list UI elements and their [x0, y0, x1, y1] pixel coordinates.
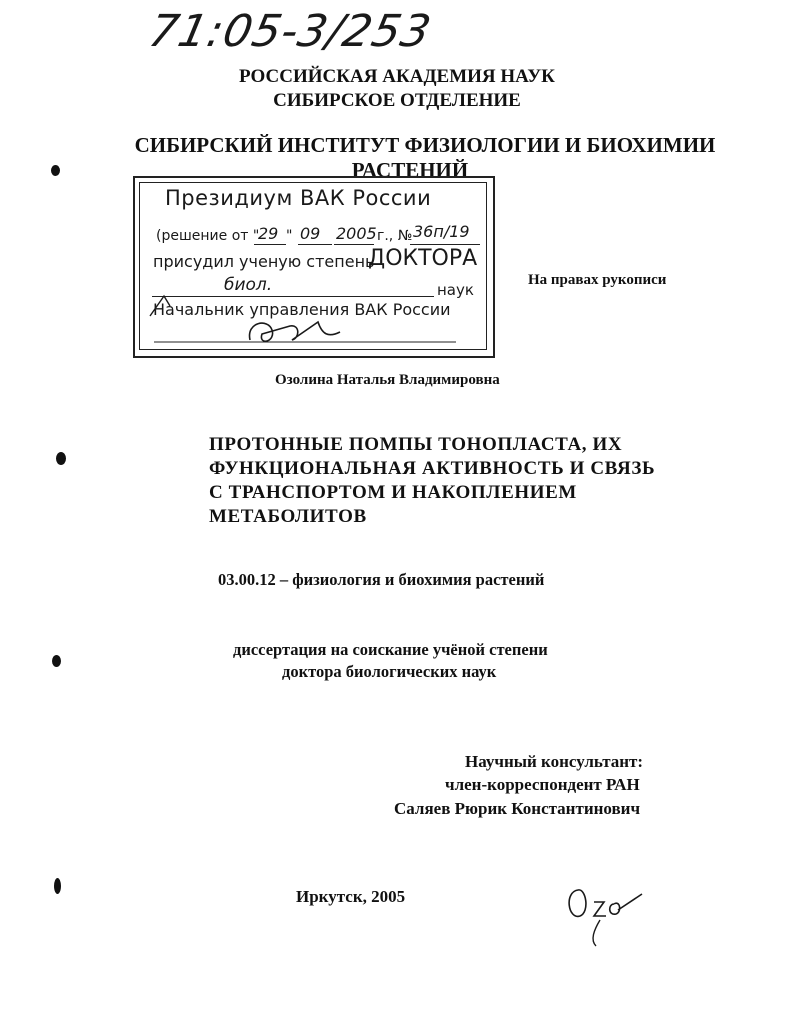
stamp-decision-month: 09 — [300, 224, 321, 243]
stamp-decision-year: 2005 — [336, 224, 377, 243]
stamp-day-underline — [254, 244, 286, 245]
author-initials-signature — [560, 880, 650, 950]
stamp-degree: ДОКТОРА — [368, 246, 478, 271]
stamp-number-underline — [410, 244, 480, 245]
dissertation-degree-line2: доктора биологических наук — [282, 662, 497, 681]
stamp-decision-prefix: (решение от " — [156, 228, 260, 244]
archive-code-handwritten: 71:05-3/253 — [144, 6, 436, 57]
binder-punch-hole — [51, 165, 60, 176]
division-name: СИБИРСКОЕ ОТДЕЛЕНИЕ — [273, 90, 521, 111]
stamp-signature — [150, 312, 470, 352]
stamp-decision-day: 29 — [258, 224, 279, 243]
signature-scribble — [250, 322, 340, 341]
stamp-field-underline — [152, 296, 434, 297]
dissertation-degree-line1: диссертация на соискание учёной степени — [233, 640, 548, 659]
dissertation-title-line: МЕТАБОЛИТОВ — [209, 506, 367, 527]
stamp-mark-scribble — [146, 290, 176, 320]
stamp-decision-line — [156, 228, 259, 244]
academy-name: РОССИЙСКАЯ АКАДЕМИЯ НАУК — [239, 66, 555, 87]
binder-punch-hole — [54, 878, 61, 894]
stamp-year-suffix: г., № — [377, 228, 413, 244]
dissertation-title-line: ФУНКЦИОНАЛЬНАЯ АКТИВНОСТЬ И СВЯЗЬ — [209, 458, 656, 479]
binder-punch-hole — [52, 655, 61, 667]
dissertation-title-line: С ТРАНСПОРТОМ И НАКОПЛЕНИЕМ — [209, 482, 577, 503]
manuscript-rights-note: На правах рукописи — [528, 272, 667, 288]
stamp-month-underline — [298, 244, 332, 245]
stamp-degree-prefix: присудил ученую степень — [153, 252, 375, 271]
binder-punch-hole — [56, 452, 66, 465]
stamp-title: Президиум ВАК России — [165, 186, 432, 210]
stamp-decision-number: 36п/19 — [413, 222, 470, 241]
institute-name-line2: РАСТЕНИЙ — [351, 158, 469, 182]
specialty-code: 03.00.12 – физиология и биохимия растений — [218, 570, 545, 589]
stamp-quote-mark: " — [286, 228, 293, 244]
stamp-head-title: Начальник управления ВАК России — [153, 300, 451, 319]
author-name: Озолина Наталья Владимировна — [275, 372, 500, 388]
advisor-title: член-корреспондент РАН — [445, 775, 640, 794]
advisor-name: Саляев Рюрик Константинович — [394, 799, 641, 818]
stamp-field-handwritten: биол. — [224, 275, 273, 295]
dissertation-title-line: ПРОТОННЫЕ ПОМПЫ ТОНОПЛАСТА, ИХ — [209, 434, 623, 455]
stamp-year-underline — [334, 244, 374, 245]
city-year: Иркутск, 2005 — [296, 887, 406, 906]
stamp-sciences-word: наук — [437, 281, 474, 299]
advisor-label: Научный консультант: — [465, 752, 644, 771]
institute-name-line1: СИБИРСКИЙ ИНСТИТУТ ФИЗИОЛОГИИ И БИОХИМИИ — [134, 133, 716, 157]
